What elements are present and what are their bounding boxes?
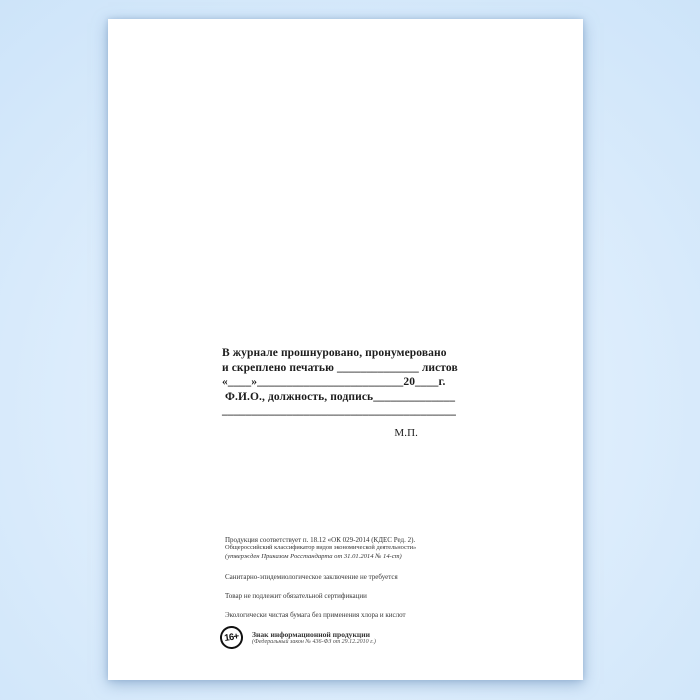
age-16-plus-icon: 16+: [219, 625, 245, 651]
stitch-line-4-signature: Ф.И.О., должность, подпись______________: [225, 390, 456, 403]
stitch-line-1: В журнале прошнуровано, пронумеровано: [222, 347, 447, 359]
compliance-standard-line: Продукция соответствует п. 18.12 «ОК 029-2014 (КДЕС Ред. 2).: [225, 536, 416, 544]
sanitary-statement: Санитарно-эпидемиологическое заключение не требуется: [225, 573, 398, 581]
compliance-order-line: (утвержден Приказом Росстандарта от 31.01.2014 № 14-ст): [225, 552, 402, 560]
age-mark-law-reference: (Федеральный закон № 436-ФЗ от 29.12.2010 г.): [252, 638, 376, 645]
age-mark-title: Знак информационной продукции: [252, 629, 370, 639]
age-mark-text: [252, 630, 376, 646]
eco-paper-statement: Экологически чистая бумага без применения хлора и кислот: [225, 611, 406, 619]
seal-place-label: М.П.: [394, 426, 418, 439]
information-product-mark: [220, 626, 376, 649]
journal-back-page: [108, 19, 583, 680]
stitch-line-3-date: «____»_________________________20____г.: [222, 376, 446, 388]
stitch-line-2: и скреплено печатью ______________ листов: [222, 361, 458, 374]
stitch-certification-block: [222, 346, 458, 440]
compliance-paragraph: [225, 536, 416, 561]
compliance-classifier-line: Общероссийский классификатор видов экономической деятельности»: [225, 544, 417, 552]
stitch-line-5-blank: ________________________________________: [222, 405, 456, 417]
certification-statement: Товар не подлежит обязательной сертификации: [225, 592, 367, 600]
